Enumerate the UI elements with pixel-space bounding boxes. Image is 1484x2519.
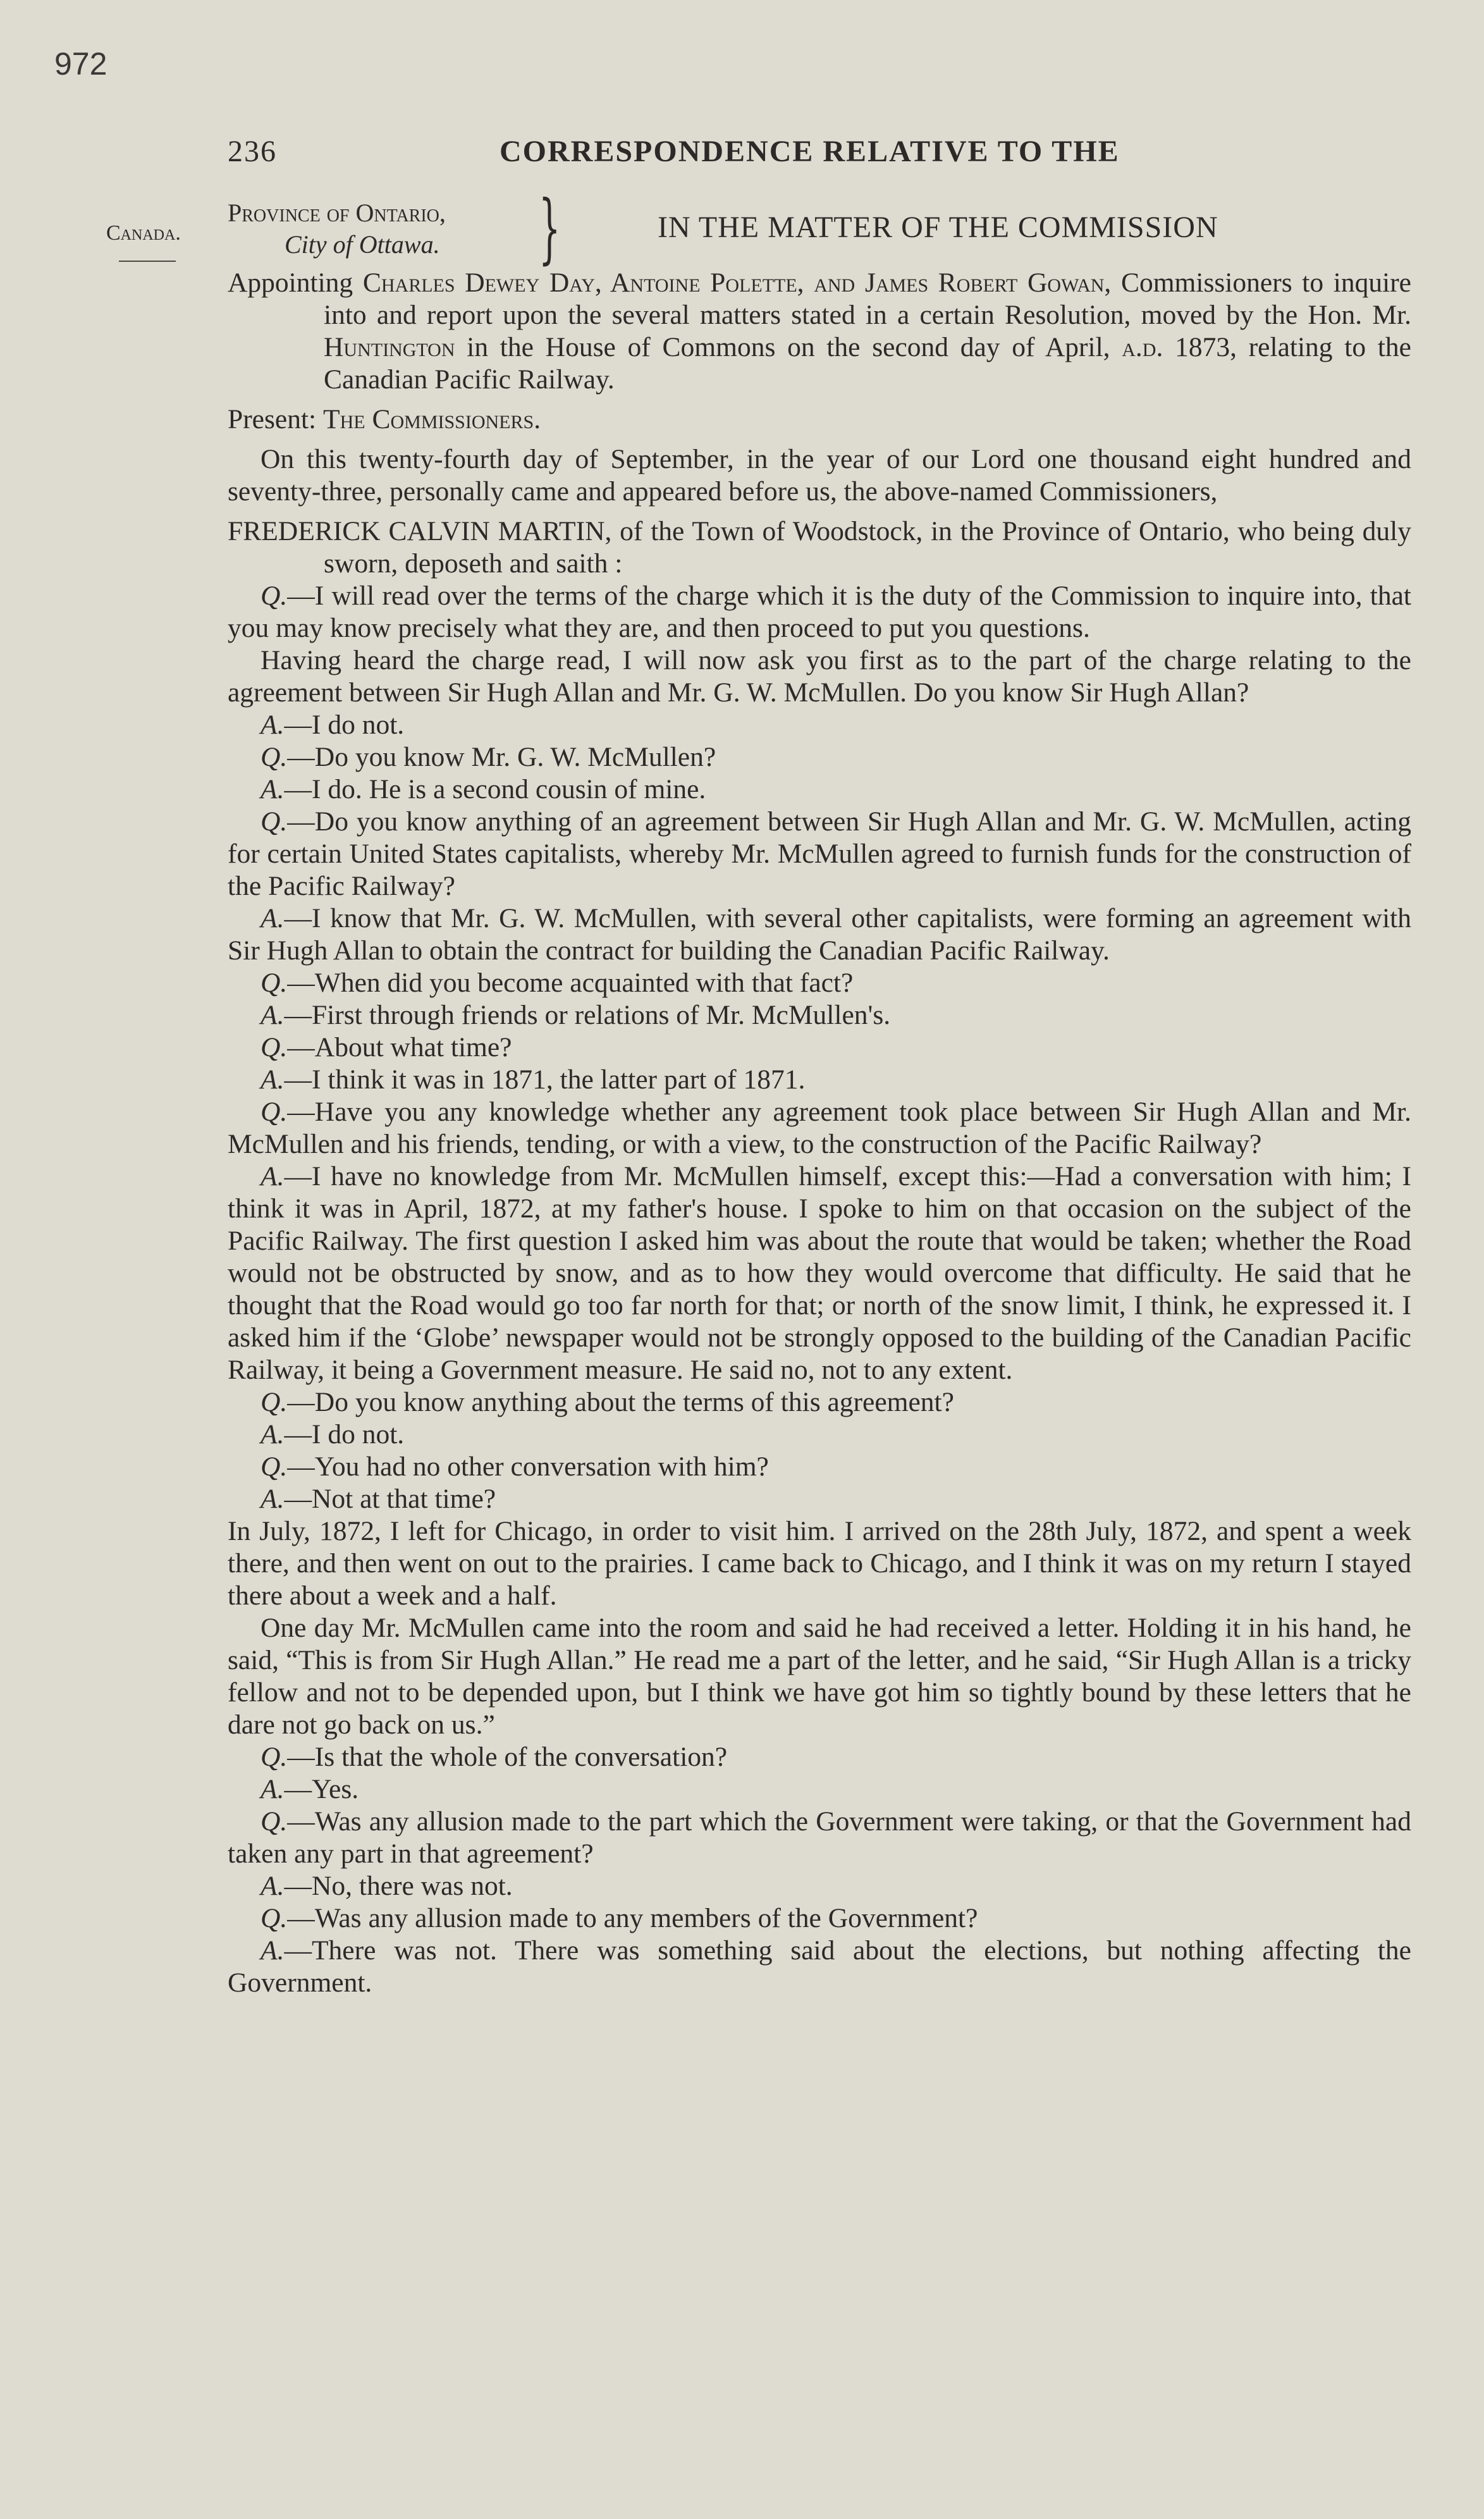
question-paragraph [228,1386,1411,1419]
speaker-letter: A. [261,774,285,804]
appointing-lead: Appointing [228,268,363,298]
brace-glyph: } [539,185,561,273]
speaker-letter: Q. [261,581,288,611]
paragraph-text: —Was any allusion made to any members of the Government? [287,1903,978,1933]
answer-paragraph [228,709,1411,741]
answer-paragraph [228,902,1411,967]
answer-paragraph [228,773,1411,806]
appointing-text-3: 1873, relating to the Canadian Pacific Railway. [324,332,1411,395]
paragraph-text: In July, 1872, I left for Chicago, in order to visit him. I arrived on the 28th July, 1872, and spent a week there, and then went on out to the prairies. I came back to Chicago, and I think it was on my return I stayed there about a week and a half. [228,1516,1411,1611]
paragraph-text: —Not at that time? [284,1484,496,1514]
speaker-letter: A. [261,710,285,740]
paragraph-text: —First through friends or relations of Mr. McMullen's. [284,1000,891,1030]
paragraph-text: —About what time? [287,1032,512,1062]
answer-paragraph [228,1935,1411,1999]
matter-title: IN THE MATTER OF THE COMMISSION [658,211,1218,244]
opening-paragraph: On this twenty-fourth day of September, in the year of our Lord one thousand eight hundred and seventy-three, personally came and appeared before us, the above-named Commissioners, [228,444,1411,507]
speaker-letter: A. [261,1774,285,1804]
caption-province: Province of Ontario, [228,199,446,227]
present-value: The Commissioners. [323,404,541,434]
paragraph-text: —Do you know anything of an agreement between Sir Hugh Allan and Mr. G. W. McMullen, acting for certain United States capitalists, whereby Mr. McMullen agreed to furnish funds for the construction of the Pacific Railway? [228,806,1411,901]
document-body [228,267,1411,1999]
witness-paragraph: FREDERICK CALVIN MARTIN, of the Town of Woodstock, in the Province of Ontario, who being duly sworn, deposeth and saith : [228,516,1411,579]
question-paragraph [228,580,1411,644]
paragraph-text: —No, there was not. [284,1871,513,1901]
narrative-paragraph [228,644,1411,709]
margin-note: Canada. [106,221,181,245]
answer-paragraph [228,1064,1411,1096]
page-number: 236 [228,135,277,168]
paragraph-text: —I have no knowledge from Mr. McMullen himself, except this:—Had a conversation with him; I think it was in April, 1872, at my father's house. I spoke to him on that occasion on the subject of the Pacific Railway. The first question I asked him was about the route that would be taken; whether the Road would not be obstructed by snow, and as to how they would overcome that difficulty. He said that he thought that the Road would go too far north for that; or north of the snow limit, I think, he expressed it. I asked him if the ‘Globe’ newspaper would not be strongly opposed to the building of the Canadian Pacific Railway, it being a Government measure. He said no, not to any extent. [228,1161,1411,1385]
answer-paragraph [228,999,1411,1032]
question-paragraph [228,1741,1411,1773]
paragraph-text: —There was not. There was something said about the elections, but nothing affecting the Government. [228,1935,1411,1998]
narrative-paragraph [228,1515,1411,1612]
paragraph-text: One day Mr. McMullen came into the room and said he had received a letter. Holding it in his hand, he said, “This is from Sir Hugh Allan.” He read me a part of the letter, and he said, “Sir Hugh Allan is a tricky fellow and not to be depended upon, but I think we have got him so tightly bound by these letters that he dare not go back on us.” [228,1613,1411,1740]
speaker-letter: A. [261,1871,285,1901]
appointing-text-2: in the House of Commons on the second day of April, [455,332,1122,362]
speaker-letter: Q. [261,742,288,772]
paragraph-text: Having heard the charge read, I will now ask you first as to the part of the charge relating to the agreement between Sir Hugh Allan and Mr. G. W. McMullen. Do you know Sir Hugh Allan? [228,645,1411,708]
paragraph-text: —Have you any knowledge whether any agreement took place between Sir Hugh Allan and Mr. McMullen and his friends, tending, or with a view, to the construction of the Pacific Railway? [228,1097,1411,1159]
paragraph-text: —I do not. [284,1419,405,1450]
speaker-letter: Q. [261,1742,288,1772]
speaker-letter: A. [261,1064,285,1095]
answer-paragraph [228,1161,1411,1386]
paragraph-text: —Yes. [284,1774,359,1804]
question-paragraph [228,1032,1411,1064]
question-paragraph [228,1451,1411,1483]
paragraph-text: —I do. He is a second cousin of mine. [284,774,706,804]
folio-number: 972 [54,46,107,82]
question-paragraph [228,967,1411,999]
speaker-letter: A. [261,1000,285,1030]
speaker-letter: Q. [261,806,288,837]
huntington-name: Huntington [324,332,455,362]
appointing-paragraph [228,267,1411,396]
present-line [228,403,1411,436]
speaker-letter: A. [261,1161,285,1192]
appointing-text-1: Commissioners to inquire into and report upon the several matters stated in a certain Resolution, moved by the Hon. Mr. [324,268,1411,330]
paragraph-text: —I know that Mr. G. W. McMullen, with several other capitalists, were forming an agreement with Sir Hugh Allan to obtain the contract for building the Canadian Pacific Railway. [228,903,1411,966]
answer-paragraph [228,1483,1411,1515]
question-paragraph [228,1096,1411,1161]
paragraph-text: —You had no other conversation with him? [287,1451,769,1482]
speaker-letter: Q. [261,1387,288,1417]
speaker-letter: Q. [261,1032,288,1062]
paragraph-text: —I will read over the terms of the charge which it is the duty of the Commission to inquire into, that you may know precisely what they are, and then proceed to put you questions. [228,581,1411,643]
margin-rule [119,261,176,262]
paragraph-text: —When did you become acquainted with that fact? [287,968,854,998]
speaker-letter: A. [261,1419,285,1450]
paragraph-text: —I do not. [284,710,405,740]
speaker-letter: Q. [261,1806,288,1837]
running-head: CORRESPONDENCE RELATIVE TO THE [500,135,1120,168]
caption-city: City of Ottawa. [285,230,440,259]
testimony [228,580,1411,1999]
paragraph-text: —Was any allusion made to the part which the Government were taking, or that the Government had taken any part in that agreement? [228,1806,1411,1869]
speaker-letter: Q. [261,1903,288,1933]
speaker-letter: A. [261,903,285,933]
speaker-letter: A. [261,1935,285,1966]
speaker-letter: Q. [261,968,288,998]
question-paragraph [228,1806,1411,1870]
paragraph-text: —Is that the whole of the conversation? [287,1742,728,1772]
answer-paragraph [228,1870,1411,1902]
paragraph-text: —Do you know Mr. G. W. McMullen? [287,742,716,772]
anno-domini: a.d. [1122,332,1163,362]
speaker-letter: Q. [261,1097,288,1127]
narrative-paragraph [228,1612,1411,1741]
commissioner-names: Charles Dewey Day, Antoine Polette, and James Robert Gowan, [362,268,1112,298]
answer-paragraph [228,1773,1411,1806]
question-paragraph [228,1902,1411,1935]
paragraph-text: —I think it was in 1871, the latter part of 1871. [284,1064,806,1095]
paragraph-text: —Do you know anything about the terms of this agreement? [287,1387,954,1417]
caption-block [228,197,556,261]
present-label: Present: [228,404,324,434]
question-paragraph [228,741,1411,773]
question-paragraph [228,806,1411,902]
speaker-letter: A. [261,1484,285,1514]
speaker-letter: Q. [261,1451,288,1482]
answer-paragraph [228,1419,1411,1451]
